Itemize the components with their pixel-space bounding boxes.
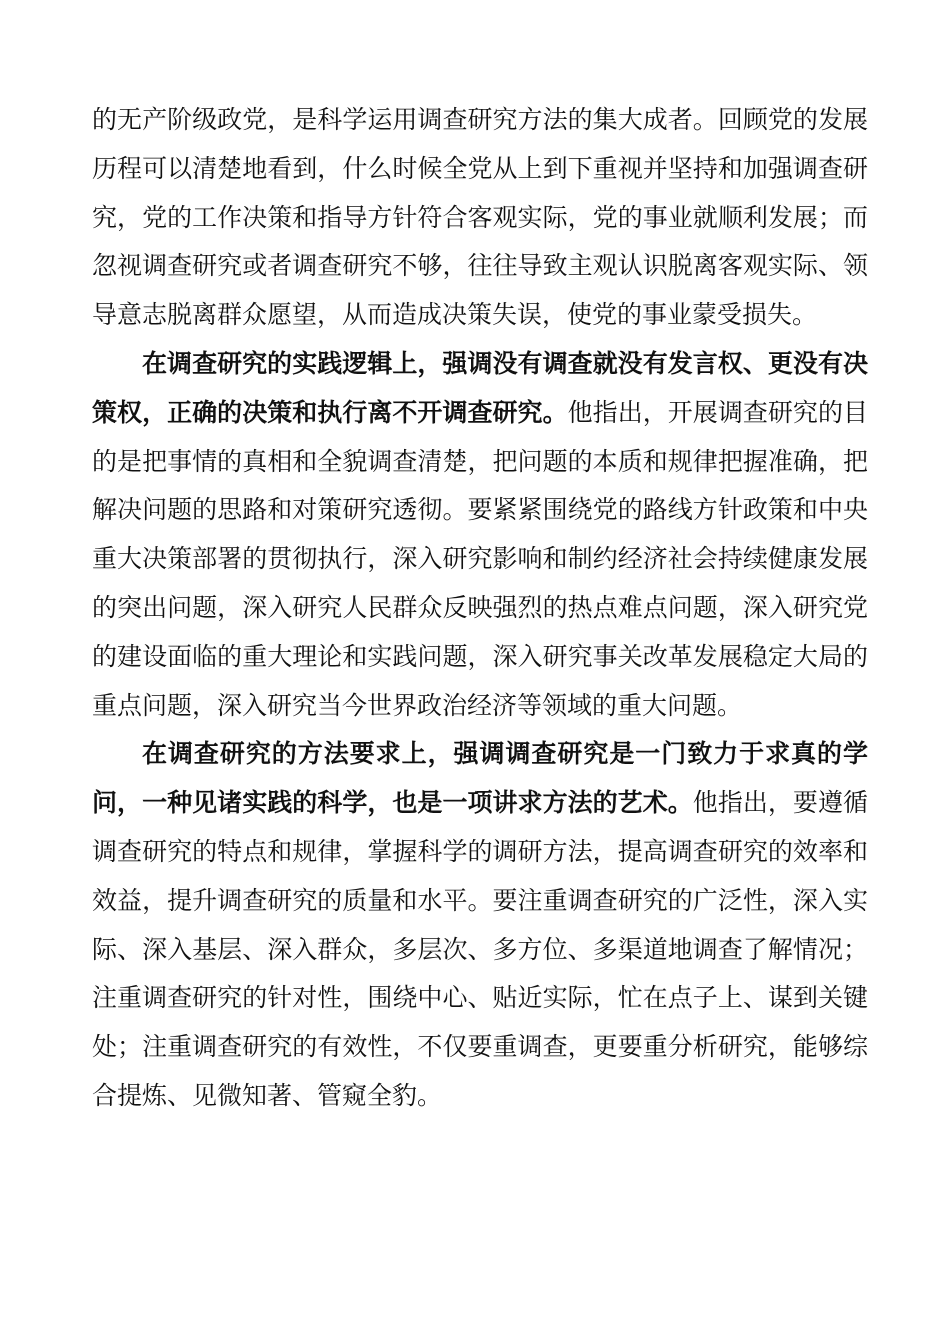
paragraph-text: 他指出，要遵循调查研究的特点和规律，掌握科学的调研方法，提高调查研究的效率和效益，提升调查研究的质量和水平。要注重调查研究的广泛性，深入实际、深入基层、深入群众，多层次、多方位、多渠道地调查了解情况；注重调查研究的针对性，围绕中心、贴近实际，忙在点子上、谋到关键处；注重调查研究的有效性，不仅要重调查，更要重分析研究，能够综合提炼、见微知著、管窥全豹。: [92, 788, 868, 1110]
document-body: [92, 96, 868, 1121]
paragraph-continuation: [92, 96, 868, 340]
paragraph-practice-logic: [92, 340, 868, 730]
paragraph-text: 他指出，开展调查研究的目的是把事情的真相和全貌调查清楚，把问题的本质和规律把握准确，把解决问题的思路和对策研究透彻。要紧紧围绕党的路线方针政策和中央重大决策部署的贯彻执行，深入研究影响和制约经济社会持续健康发展的突出问题，深入研究人民群众反映强烈的热点难点问题，深入研究党的建设面临的重大理论和实践问题，深入研究事关改革发展稳定大局的重点问题，深入研究当今世界政治经济等领域的重大问题。: [92, 397, 868, 720]
paragraph-text: 的无产阶级政党，是科学运用调查研究方法的集大成者。回顾党的发展历程可以清楚地看到，什么时候全党从上到下重视并坚持和加强调查研究，党的工作决策和指导方针符合客观实际，党的事业就顺利发展；而忽视调查研究或者调查研究不够，往往导致主观认识脱离客观实际、领导意志脱离群众愿望，从而造成决策失误，使党的事业蒙受损失。: [92, 105, 868, 330]
paragraph-lead-bold: 在调查研究的实践逻辑上，强调没有调查就没有发言权、更没有决策权，正确的决策和执行离不开调查研究。: [92, 348, 868, 427]
paragraph-lead-bold: 在调查研究的方法要求上，强调调查研究是一门致力于求真的学问，一种见诸实践的科学，也是一项讲求方法的艺术。: [92, 739, 868, 818]
paragraph-method-requirements: [92, 730, 868, 1120]
